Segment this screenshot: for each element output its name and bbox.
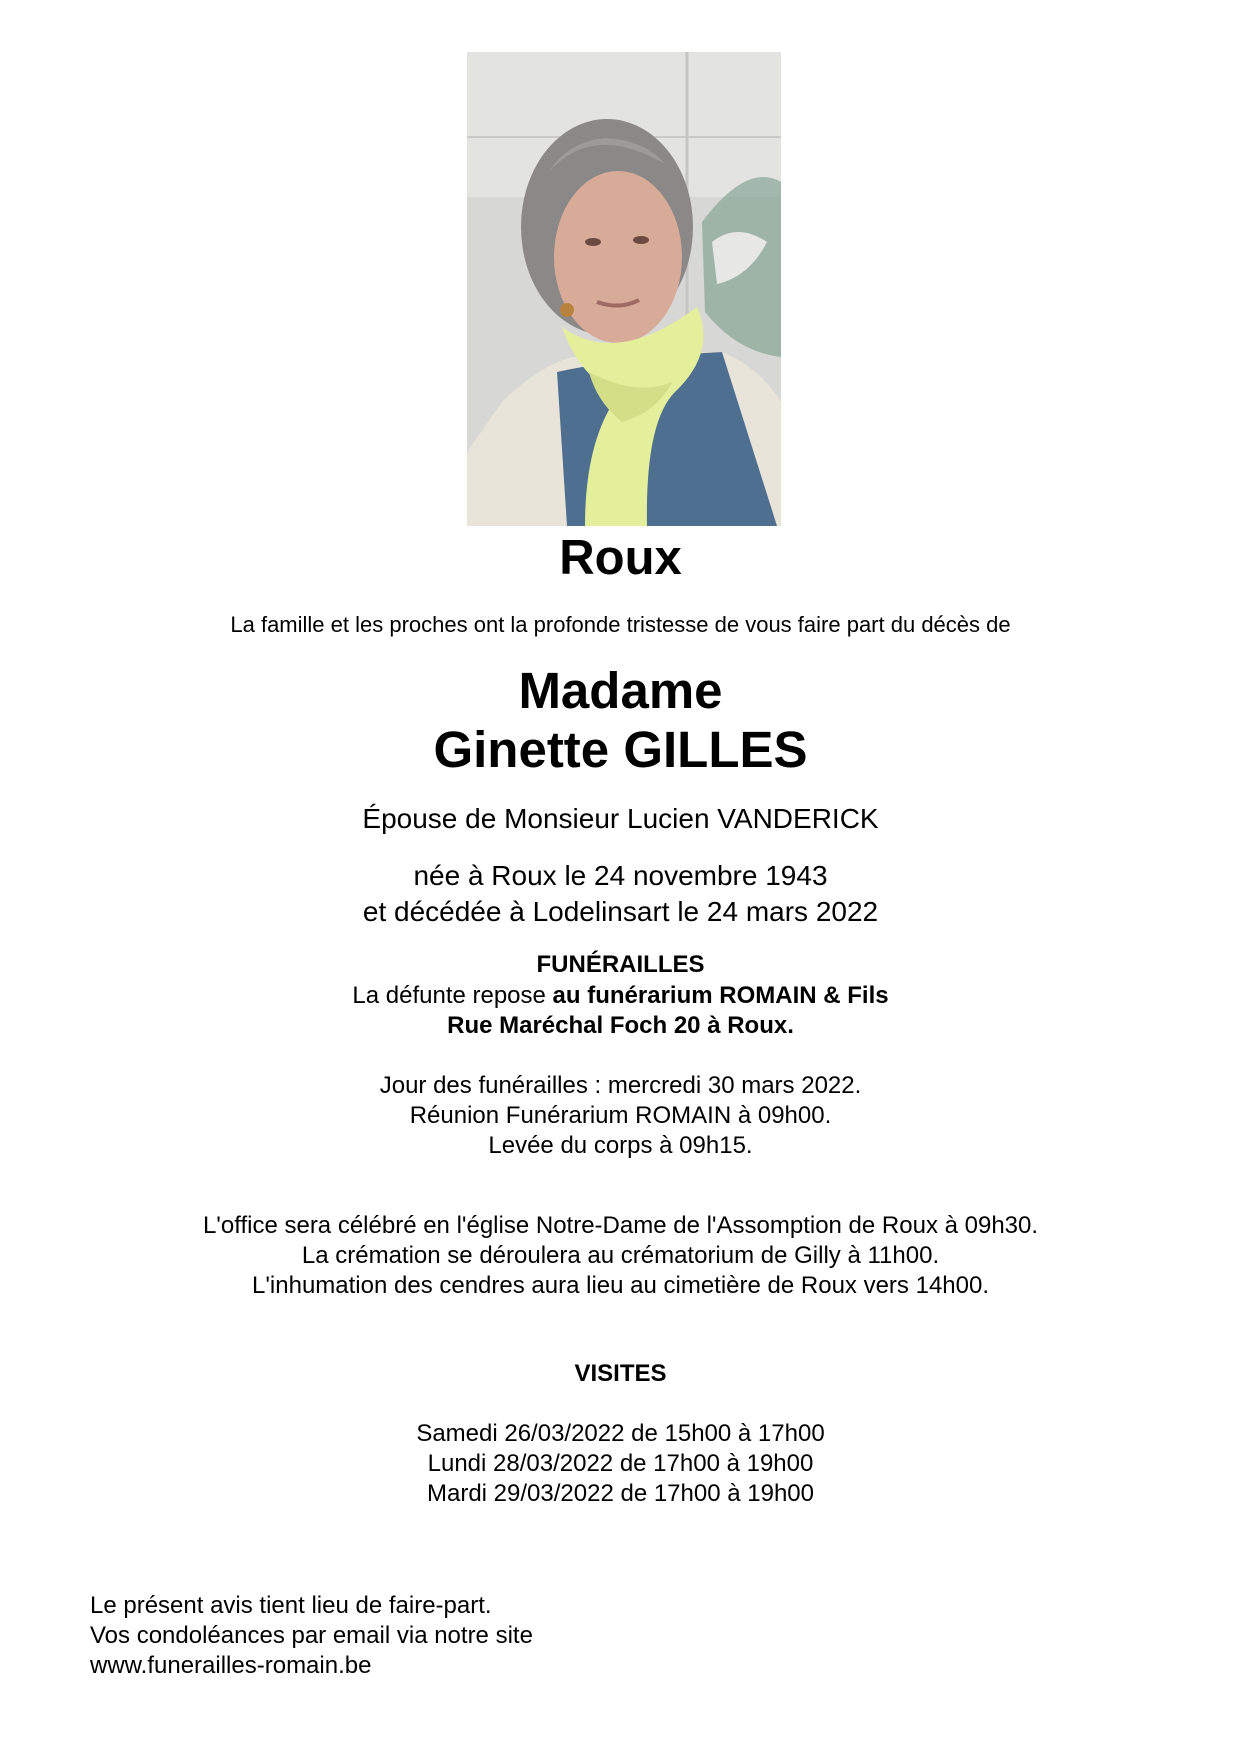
birth-line: née à Roux le 24 novembre 1943 [413, 860, 828, 891]
portrait-photo-icon [467, 52, 781, 526]
death-line: et décédée à Lodelinsart le 24 mars 2022 [362, 896, 879, 927]
repose-place: au funérarium ROMAIN & Fils [552, 982, 889, 1009]
visit-item: Samedi 26/03/2022 de 15h00 à 17h00 [416, 1420, 825, 1447]
funerals-heading: FUNÉRAILLES [536, 951, 705, 978]
cremation-info: La crémation se déroulera au crématorium de Gilly à 11h00. [301, 1242, 940, 1269]
burial-info: L'inhumation des cendres aura lieu au cimetière de Roux vers 14h00. [251, 1272, 989, 1299]
church-service: L'office sera célébré en l'église Notre-Dame de l'Assomption de Roux à 09h30. [202, 1212, 1039, 1239]
town-name: Roux [559, 531, 682, 585]
levee-time: Levée du corps à 09h15. [488, 1132, 753, 1159]
website-link[interactable]: www.funerailles-romain.be [90, 1652, 372, 1679]
meeting-time: Réunion Funérarium ROMAIN à 09h00. [409, 1102, 832, 1129]
announcement-intro: La famille et les proches ont la profonde tristesse de vous faire part du décès de [230, 612, 1011, 637]
deceased-name: Ginette GILLES [433, 721, 808, 778]
funeral-home-address: Rue Maréchal Foch 20 à Roux. [447, 1012, 794, 1039]
repose-line [0, 981, 1241, 1011]
deceased-title: Madame [518, 662, 723, 719]
visit-item: Mardi 29/03/2022 de 17h00 à 19h00 [427, 1480, 814, 1507]
visit-item: Lundi 28/03/2022 de 17h00 à 19h00 [427, 1450, 814, 1477]
funeral-day: Jour des funérailles : mercredi 30 mars 2022. [379, 1072, 862, 1099]
repose-prefix: La défunte repose [352, 982, 553, 1009]
condolences-note: Vos condoléances par email via notre site [90, 1622, 533, 1649]
visits-heading: VISITES [574, 1360, 667, 1387]
spouse-line: Épouse de Monsieur Lucien VANDERICK [362, 803, 879, 834]
footer-note: Le présent avis tient lieu de faire-part. [90, 1592, 492, 1619]
portrait-photo [467, 52, 781, 526]
